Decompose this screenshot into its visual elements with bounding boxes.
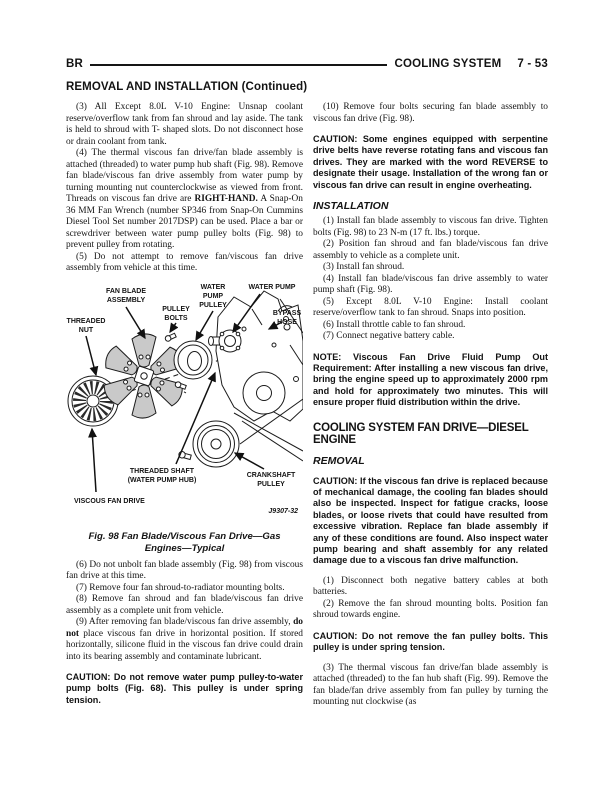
install-step-7: (7) Connect negative battery cable. (323, 331, 455, 342)
removal-heading: REMOVAL (313, 454, 365, 467)
removal-step-3: (3) The thermal viscous fan drive/fan blade assembly is attached (threaded) to the fan hub shaft (Fig. 99). Remove the fan blade/fan drive assembly from fan pulley by turning the mounting nut clockwise (as (313, 662, 548, 708)
left-column (66, 102, 303, 715)
step-9 (66, 617, 303, 663)
figure-caption (66, 531, 303, 556)
caution-serpentine: CAUTION: Some engines equipped with serpentine drive belts have reverse rotating fans and viscous fan drives. They are marked with the word REVERSE to designate their usage. Installation of the wrong fan or viscous fan drive can result in engine overheating. (313, 134, 548, 190)
caution-water-pump-pulley-bolts: CAUTION: Do not remove water pump pulley-to-water pump bolts (Fig. 68). This pulley is under spring tension. (66, 672, 303, 705)
exploded-view-drawing (66, 281, 303, 521)
crankshaft-pulley-drawing (178, 421, 239, 467)
water-pump-pulley-drawing (174, 341, 212, 379)
caution-viscous-replace: CAUTION: If the viscous fan drive is replaced because of mechanical damage, the cooling fan blades should also be inspected. Inspect for fatigue cracks, loose blades, or loose rivets that could have resulted from excessive vibration. Replace fan blade assembly if any of these conditions are found. Also inspect water pump bearing and shaft assembly for any related damage due to a viscous fan drive malfunction. (313, 475, 548, 566)
label-viscous-fan-drive: VISCOUS FAN DRIVE (74, 497, 145, 505)
step-4-bold: RIGHT-HAND. (194, 194, 258, 204)
install-step-5: (5) Except 8.0L V-10 Engine: Install coolant reserve/overflow tank to fan shroud. Snaps into position. (313, 296, 548, 319)
step-9-text: (9) After removing fan blade/viscous fan drive assembly, (76, 617, 294, 627)
label-pulley-bolts-line1: PULLEY (162, 305, 190, 313)
label-water-pump-pulley-line2: PUMP (202, 292, 224, 300)
figure-caption-line1: Fig. 98 Fan Blade/Viscous Fan Drive—Gas (88, 530, 281, 542)
label-bypass-hose-line1: BYPASS (272, 309, 302, 317)
label-water-pump: WATER PUMP (248, 283, 296, 291)
step-7: (7) Remove four fan shroud-to-radiator mounting bolts. (76, 582, 285, 593)
label-fan-blade-assembly-line1: FAN BLADE (105, 287, 147, 295)
figure-98 (66, 281, 303, 556)
label-threaded-nut-line1: THREADED (66, 317, 106, 325)
label-threaded-shaft-line2: (WATER PUMP HUB) (127, 476, 197, 484)
step-4-text: (4) The thermal viscous fan drive/fan blade assembly is attached (threaded) to water pump hub shaft (Fig. 98). Remove fan blade/viscous fan drive assembly from water pump by turning mounting nut counterclockwise as viewed from front. Threads on viscous fan drive are (66, 148, 303, 204)
install-step-1: (1) Install fan blade assembly to viscous fan drive. Tighten bolts (Fig. 98) to 23 N-m (17 ft. lbs.) torque. (313, 216, 548, 238)
model-code: BR (66, 58, 84, 70)
label-water-pump-pulley-line3: PULLEY (199, 301, 227, 309)
label-bypass-hose-line2: HOSE (277, 318, 297, 326)
step-5: (5) Do not attempt to remove fan/viscous fan drive assembly from vehicle at this time. (66, 251, 303, 273)
right-column (313, 102, 548, 715)
install-step-4: (4) Install fan blade/viscous fan drive assembly to water pump shaft (Fig. 98). (313, 273, 548, 296)
page-header (66, 58, 548, 70)
section-title: REMOVAL AND INSTALLATION (Continued) (66, 81, 308, 93)
step-8: (8) Remove fan shroud and fan blade/viscous fan drive assembly as a complete unit from vehicle. (66, 594, 303, 616)
step-10: (10) Remove four bolts securing fan blade assembly to viscous fan drive (Fig. 98). (313, 102, 548, 124)
pulley-bolt-drawing (164, 332, 176, 342)
step-4-text-after: A Snap-On 36 MM Fan Wrench (number SP346 from Snap-On Cummins Diesel Tool Set number 2017DSP) can be used. Place a bar or screwdriver between water pump pulley bolts (Fig. 98) to prevent pulley from rotating. (66, 194, 303, 250)
step-4 (66, 148, 303, 252)
label-threaded-nut-line2: NUT (78, 326, 94, 334)
figure-code: J9307-32 (268, 507, 298, 515)
step-9-text-after: place viscous fan drive in horizontal position. If stored horizontally, silicone fluid in the viscous fan drive could drain into its bearing assembly and contaminate lubricant. (66, 628, 303, 662)
step-9-bold: do not (66, 617, 303, 639)
install-step-3: (3) Install fan shroud. (323, 262, 405, 273)
label-crankshaft-pulley-line2: PULLEY (257, 480, 285, 488)
header-section-title: COOLING SYSTEM (394, 58, 502, 70)
label-fan-blade-assembly-line2: ASSEMBLY (106, 296, 146, 304)
step-6: (6) Do not unbolt fan blade assembly (Fig. 98) from viscous fan drive at this time. (66, 559, 303, 581)
diesel-engine-heading: COOLING SYSTEM FAN DRIVE—DIESEL ENGINE (313, 421, 529, 446)
step-3: (3) All Except 8.0L V-10 Engine: Unsnap coolant reserve/overflow tank from fan shroud and lay aside. The tank is held to shroud with T- shaped slots. Do not disconnect hose or drain coolant from tank. (66, 102, 303, 147)
two-column-body (66, 102, 548, 715)
install-step-6: (6) Install throttle cable to fan shroud. (323, 319, 466, 330)
label-water-pump-pulley-line1: WATER (200, 283, 226, 291)
figure-caption-line2: Engines—Typical (144, 543, 225, 554)
label-crankshaft-pulley-line1: CRANKSHAFT (246, 471, 296, 479)
removal-step-2: (2) Remove the fan shroud mounting bolts. Position fan shroud towards engine. (313, 598, 548, 621)
header-rule (90, 64, 387, 66)
label-threaded-shaft-line1: THREADED SHAFT (129, 467, 195, 475)
page-number: 7 - 53 (517, 58, 548, 70)
label-pulley-bolts-line2: BOLTS (164, 314, 188, 322)
note-pump-out-requirement: NOTE: Viscous Fan Drive Fluid Pump Out Requirement: After installing a new viscous fan drive, bring the engine speed up to approximately 2000 rpm and hold for approximately two minutes. This will ensure proper fluid distribution within the drive. (313, 351, 548, 408)
installation-heading: INSTALLATION (313, 200, 389, 213)
caution-fan-pulley-bolts: CAUTION: Do not remove the fan pulley bolts. This pulley is under spring tension. (313, 630, 548, 653)
install-step-2: (2) Position fan shroud and fan blade/viscous fan drive assembly to vehicle as a complete unit. (313, 239, 548, 261)
removal-step-1: (1) Disconnect both negative battery cables at both batteries. (313, 575, 548, 598)
